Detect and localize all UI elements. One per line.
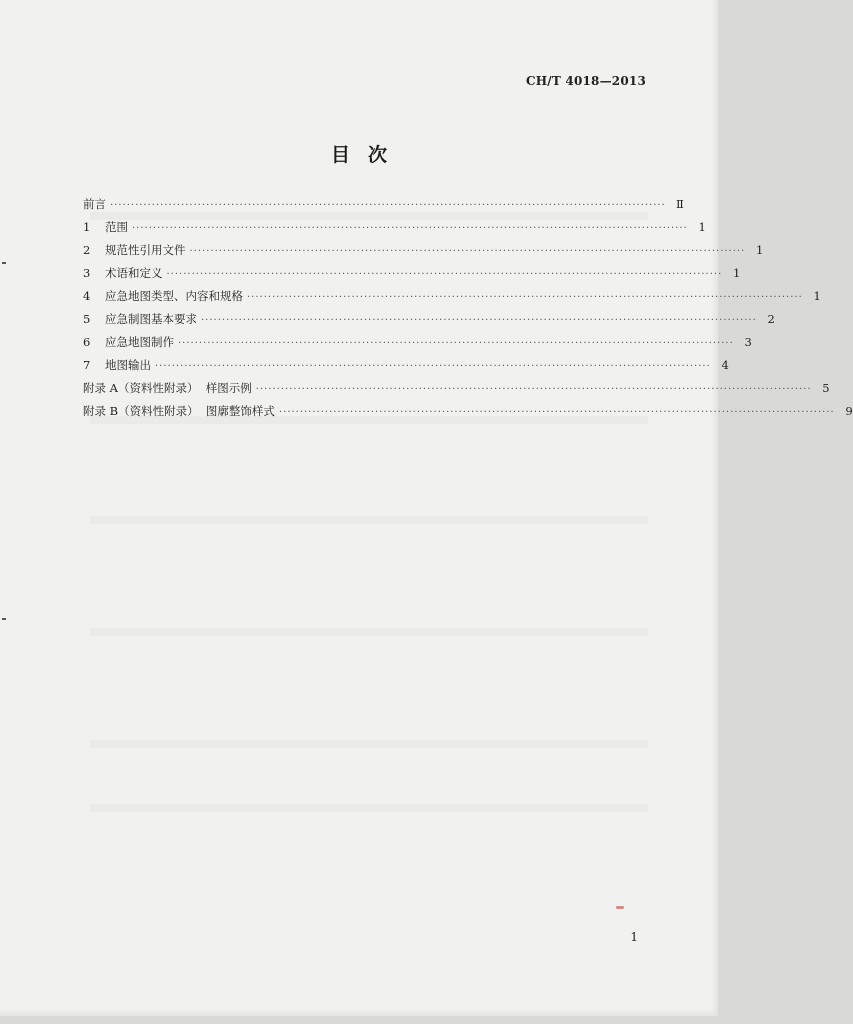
toc-entry-basic-requirements[interactable] <box>83 311 775 334</box>
toc-entry-page: 9 <box>845 404 853 418</box>
toc-entry-foreword[interactable] <box>83 196 684 219</box>
toc-entry-number: 7 <box>83 358 91 372</box>
toc-entry-label: 前言 <box>83 197 106 211</box>
show-through-bleed <box>90 516 648 524</box>
toc-entry-page: 2 <box>767 312 775 326</box>
toc-leader-dots: ····································································································································· <box>132 223 688 234</box>
toc-leader-dots: ····································································································································· <box>201 315 757 326</box>
toc-entry-appendix-a[interactable] <box>83 380 830 403</box>
binding-mark <box>2 618 6 620</box>
binding-mark <box>2 262 6 264</box>
toc-entry-page: 5 <box>822 381 830 395</box>
toc-entry-map-types[interactable] <box>83 288 821 311</box>
toc-entry-label: 附录 A（资料性附录） 样图示例 <box>83 381 252 395</box>
toc-leader-dots: ····································································································································· <box>255 384 812 395</box>
toc-leader-dots: ····································································································································· <box>110 200 666 211</box>
toc-entry-label: 规范性引用文件 <box>105 243 186 257</box>
toc-entry-label: 附录 B（资料性附录） 图廓整饰样式 <box>83 404 275 418</box>
toc-entry-scope[interactable] <box>83 219 706 242</box>
toc-leader-dots: ····································································································································· <box>247 292 803 303</box>
toc-leader-dots: ····································································································································· <box>166 269 723 280</box>
standard-code: CH/T 4018—2013 <box>526 74 646 88</box>
toc-leader-dots: ····································································································································· <box>178 338 734 349</box>
toc-entry-label: 应急地图制作 <box>105 335 174 349</box>
toc-entry-appendix-b[interactable] <box>83 403 853 426</box>
show-through-bleed <box>90 740 648 748</box>
show-through-bleed <box>90 628 648 636</box>
page-number: 1 <box>630 930 638 944</box>
toc-entry-label: 地图输出 <box>105 358 151 372</box>
toc-entry-number: 4 <box>83 289 91 303</box>
toc-entry-terms[interactable] <box>83 265 741 288</box>
toc-entry-page: 1 <box>755 243 764 257</box>
toc-entry-label: 范围 <box>105 220 128 234</box>
toc-leader-dots: ····································································································································· <box>189 246 746 257</box>
toc-entry-page: 3 <box>744 335 752 349</box>
toc-entry-map-output[interactable] <box>83 357 729 380</box>
toc-leader-dots: ····································································································································· <box>155 361 711 372</box>
toc-entry-page: 1 <box>698 220 706 234</box>
toc-entry-page: 1 <box>813 289 821 303</box>
toc-entry-label: 术语和定义 <box>105 266 163 280</box>
toc-entry-number: 2 <box>83 243 91 257</box>
toc-title: 目次 <box>330 144 405 166</box>
toc-entry-number: 3 <box>83 266 91 280</box>
toc-leader-dots: ····································································································································· <box>278 407 835 418</box>
show-through-bleed <box>90 804 648 812</box>
toc-entry-normative-references[interactable] <box>83 242 764 265</box>
toc-entry-number: 5 <box>83 312 91 326</box>
table-of-contents <box>83 196 853 426</box>
toc-entry-page: 4 <box>721 358 729 372</box>
toc-entry-page: 1 <box>732 266 741 280</box>
toc-entry-number: 6 <box>83 335 91 349</box>
toc-entry-page: Ⅱ <box>675 197 684 211</box>
toc-entry-number: 1 <box>83 220 91 234</box>
toc-entry-label: 应急地图类型、内容和规格 <box>105 289 243 303</box>
ink-speck <box>616 906 624 909</box>
toc-entry-map-production[interactable] <box>83 334 752 357</box>
toc-entry-label: 应急制图基本要求 <box>105 312 197 326</box>
